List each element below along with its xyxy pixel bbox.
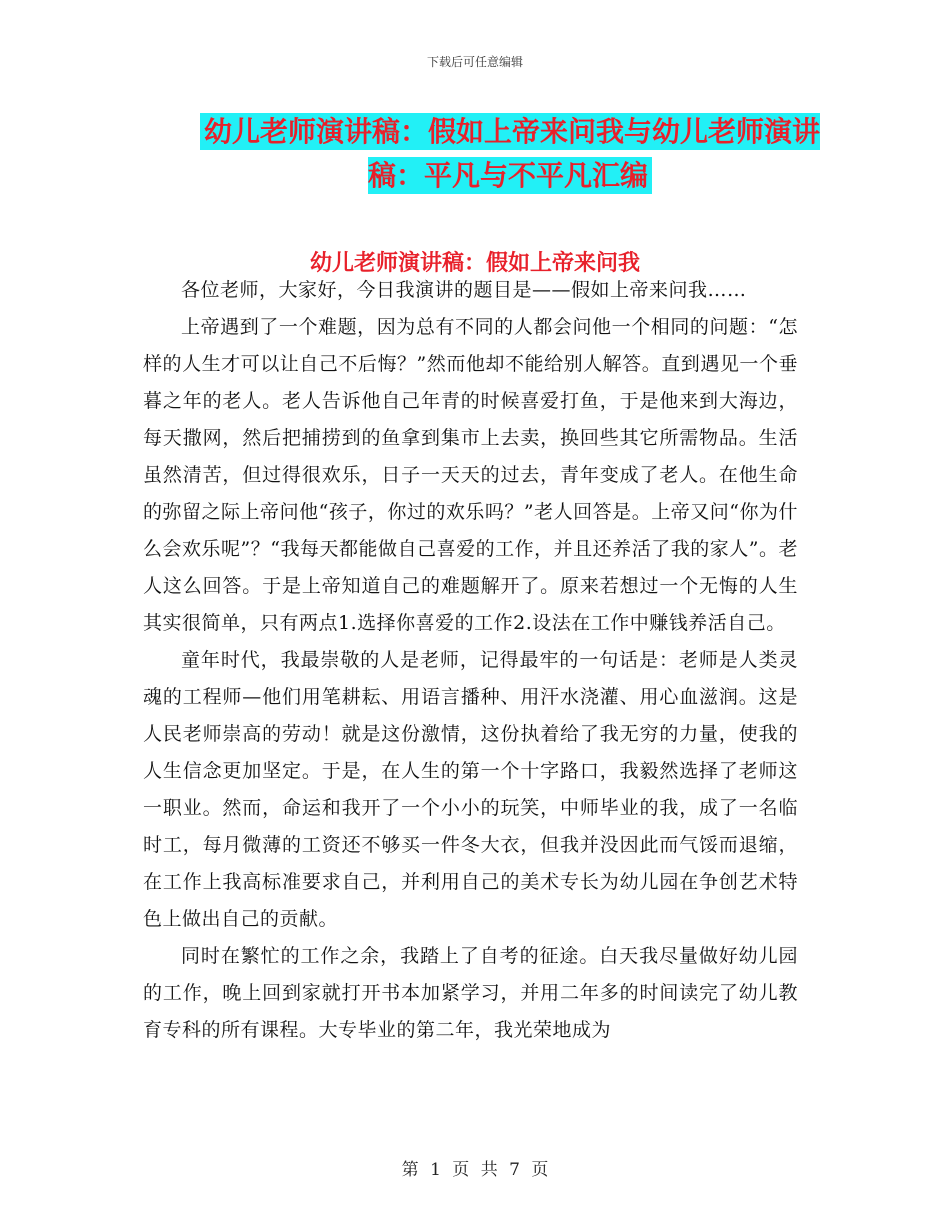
document-title <box>190 110 830 198</box>
article-body <box>143 272 798 1049</box>
section-title: 幼儿老师演讲稿：假如上帝来问我 <box>309 251 640 276</box>
paragraph-4: 同时在繁忙的工作之余，我踏上了自考的征途。白天我尽量做好幼儿园的工作，晚上回到家就打开书本加紧学习，并用二年多的时间读完了幼儿教育专科的所有课程。大专毕业的第二年，我光荣地成为 <box>143 945 798 1041</box>
document-title-text: 幼儿老师演讲稿：假如上帝来问我与幼儿老师演讲稿：平凡与不平凡汇编 <box>200 113 820 194</box>
paragraph-3: 童年时代，我最崇敬的人是老师，记得最牢的一句话是：老师是人类灵魂的工程师—他们用笔耕耘、用语言播种、用汗水浇灌、用心血滋润。这是人民老师崇高的劳动！就是这份激情，这份执着给了我无穷的力量，使我的人生信念更加坚定。于是，在人生的第一个十字路口，我毅然选择了老师这一职业。然而，命运和我开了一个小小的玩笑，中师毕业的我，成了一名临时工，每月微薄的工资还不够买一件冬大衣，但我并没因此而气馁而退缩，在工作上我高标准要求自己，并利用自己的美术专长为幼儿园在争创艺术特色上做出自己的贡献。 <box>143 649 798 930</box>
paragraph-1: 各位老师，大家好，今日我演讲的题目是——假如上帝来问我…… <box>181 279 747 301</box>
header-note: 下载后可任意编辑 <box>426 55 523 69</box>
paragraph-2: 上帝遇到了一个难题，因为总有不同的人都会问他一个相同的问题：“怎样的人生才可以让自己不后悔？”然而他却不能给别人解答。直到遇见一个垂暮之年的老人。老人告诉他自己年青的时候喜爱打鱼，于是他来到大海边，每天撒网，然后把捕捞到的鱼拿到集市上去卖，换回些其它所需物品。生活虽然清苦，但过得很欢乐，日子一天天的过去，青年变成了老人。在他生命的弥留之际上帝问他“孩子，你过的欢乐吗？”老人回答是。上帝又问“你为什么会欢乐呢”？“我每天都能做自己喜爱的工作，并且还养活了我的家人”。老人这么回答。于是上帝知道自己的难题解开了。原来若想过一个无悔的人生其实很简单，只有两点1.选择你喜爱的工作2.设法在工作中赚钱养活自己。 <box>143 316 798 634</box>
page-footer: 第 1 页 共 7 页 <box>401 1160 549 1180</box>
